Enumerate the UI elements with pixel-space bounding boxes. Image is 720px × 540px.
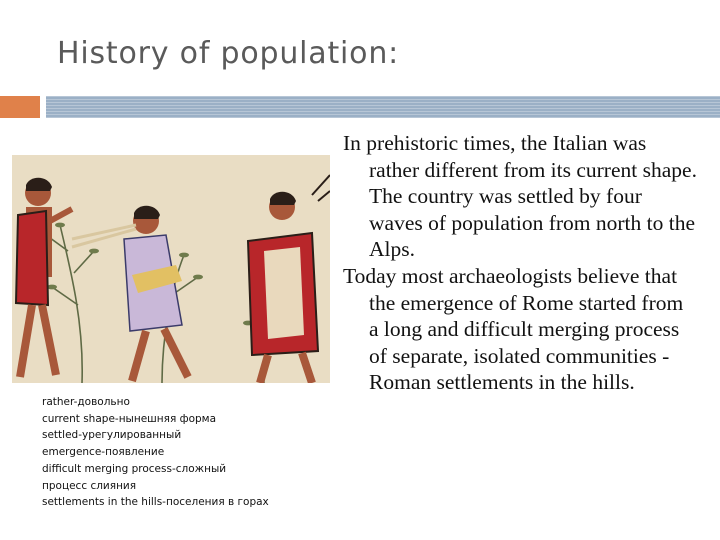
title-divider-bar: [46, 96, 720, 118]
paragraph-prehistoric: In prehistoric times, the Italian was rather different from its current shape. The country was settled by four waves of population from north to the Alps.: [343, 131, 697, 262]
glossary-item: settled-урегулированный: [42, 429, 182, 442]
title-accent-block: [0, 96, 40, 118]
slide-title: History of population:: [57, 36, 400, 71]
paragraph-today: Today most archaeologists believe that the emergence of Rome started from a long and difficult merging process of separate, isolated communities - Roman settlements in the hills.: [343, 263, 684, 395]
glossary-list: [42, 394, 272, 511]
glossary-item: rather-довольно: [42, 396, 130, 408]
etruscan-fresco-image: [12, 155, 330, 383]
glossary-item: emergence-появление: [42, 446, 165, 459]
body-text: [343, 130, 698, 396]
glossary-item: settlements in the hills-поселения в горах: [42, 496, 269, 509]
glossary-item: current shape-нынешняя форма: [42, 412, 217, 425]
glossary-item: difficult merging process-сложный процесс слияния: [42, 462, 227, 492]
